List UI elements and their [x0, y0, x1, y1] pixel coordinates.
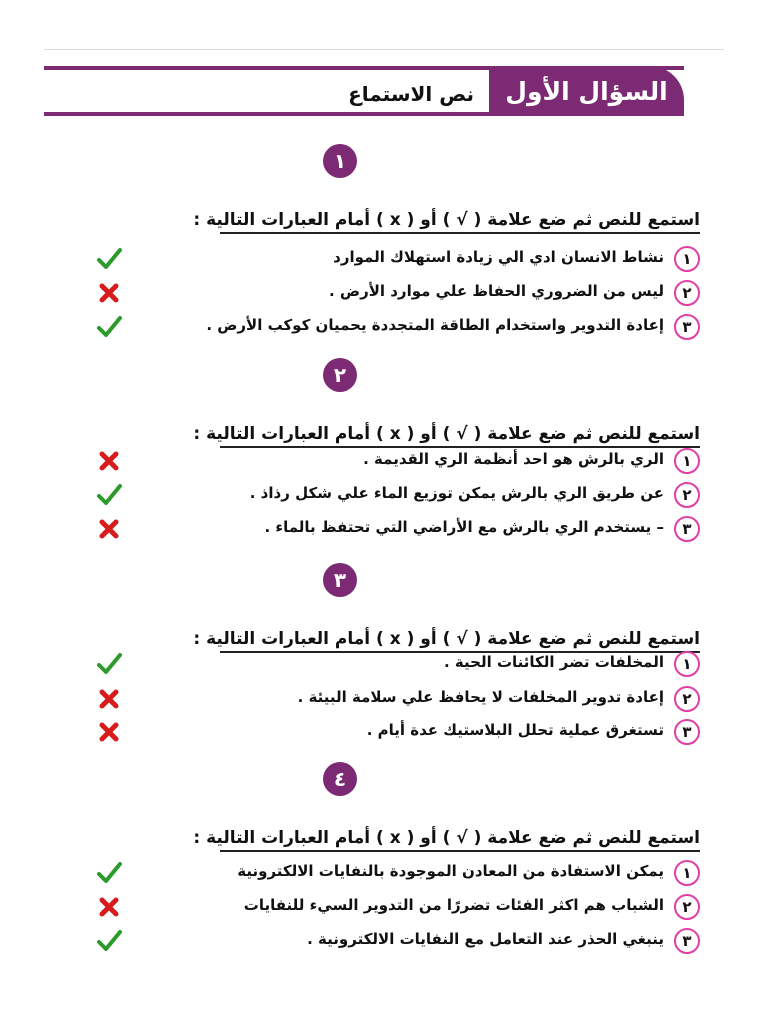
- statement-number: ١: [674, 651, 700, 677]
- statement-text: عن طريق الري بالرش يمكن توزيع الماء علي شكل رذاذ .: [249, 484, 664, 502]
- section-number-badge: ٢: [323, 358, 357, 392]
- statement-item: [96, 244, 700, 276]
- check-mark-icon: [96, 246, 122, 272]
- statement-text: إعادة تدوير المخلفات لا يحافظ علي سلامة البيئة .: [297, 688, 664, 706]
- statement-item: [96, 480, 700, 512]
- statement-text: يمكن الاستفادة من المعادن الموجودة بالنفايات الالكترونية: [237, 862, 664, 880]
- top-rule: [44, 49, 724, 50]
- statement-number: ٣: [674, 314, 700, 340]
- statement-number: ٣: [674, 928, 700, 954]
- statement-item: [96, 278, 700, 310]
- check-mark-icon: [96, 651, 122, 677]
- statement-text: تستغرق عملية تحلل البلاستيك عدة أيام .: [366, 721, 664, 739]
- statement-number: ٢: [674, 686, 700, 712]
- cross-mark-icon: [96, 686, 122, 712]
- statement-number: ٢: [674, 482, 700, 508]
- statement-text: ينبغي الحذر عند التعامل مع النفايات الالكترونية .: [307, 930, 664, 948]
- statement-item: [96, 926, 700, 958]
- instruction-text: استمع للنص ثم ضع علامة ( √ ) أو ( x ) أمام العبارات التالية :: [220, 424, 700, 448]
- check-mark-icon: [96, 860, 122, 886]
- section-number-badge: ١: [323, 144, 357, 178]
- statement-text: إعادة التدوير واستخدام الطاقة المتجددة يحميان كوكب الأرض .: [206, 316, 664, 334]
- statement-item: [96, 717, 700, 749]
- check-mark-icon: [96, 928, 122, 954]
- check-mark-icon: [96, 314, 122, 340]
- section-number-badge: ٣: [323, 563, 357, 597]
- statement-item: [96, 684, 700, 716]
- instruction-text: استمع للنص ثم ضع علامة ( √ ) أو ( x ) أمام العبارات التالية :: [220, 828, 700, 852]
- statement-number: ١: [674, 246, 700, 272]
- statement-item: [96, 446, 700, 478]
- statement-text: الشباب هم اكثر الفئات تضررًا من التدوير السيء للنفايات: [243, 896, 664, 914]
- statement-number: ٣: [674, 719, 700, 745]
- cross-mark-icon: [96, 719, 122, 745]
- header-bottom-line: [44, 112, 489, 116]
- instruction-text: استمع للنص ثم ضع علامة ( √ ) أو ( x ) أمام العبارات التالية :: [220, 629, 700, 653]
- section-subtitle: نص الاستماع: [348, 82, 474, 106]
- statement-number: ١: [674, 448, 700, 474]
- cross-mark-icon: [96, 894, 122, 920]
- statement-item: [96, 858, 700, 890]
- statement-text: – يستخدم الري بالرش مع الأراضي التي تحتفظ بالماء .: [264, 518, 664, 536]
- statement-text: المخلفات تضر الكائنات الحية .: [444, 653, 664, 671]
- cross-mark-icon: [96, 516, 122, 542]
- statement-text: الري بالرش هو احد أنظمة الري القديمة .: [363, 450, 664, 468]
- statement-number: ١: [674, 860, 700, 886]
- question-title: السؤال الأول: [489, 66, 684, 116]
- question-header: [44, 66, 684, 116]
- statement-number: ٢: [674, 280, 700, 306]
- statement-item: [96, 312, 700, 344]
- statement-text: ليس من الضروري الحفاظ علي موارد الأرض .: [328, 282, 664, 300]
- cross-mark-icon: [96, 448, 122, 474]
- statement-number: ٢: [674, 894, 700, 920]
- statement-item: [96, 649, 700, 681]
- check-mark-icon: [96, 482, 122, 508]
- statement-item: [96, 892, 700, 924]
- section-number-badge: ٤: [323, 762, 357, 796]
- statement-text: نشاط الانسان ادي الي زيادة استهلاك الموارد: [333, 248, 664, 266]
- cross-mark-icon: [96, 280, 122, 306]
- statement-number: ٣: [674, 516, 700, 542]
- statement-item: [96, 514, 700, 546]
- instruction-text: استمع للنص ثم ضع علامة ( √ ) أو ( x ) أمام العبارات التالية :: [220, 210, 700, 234]
